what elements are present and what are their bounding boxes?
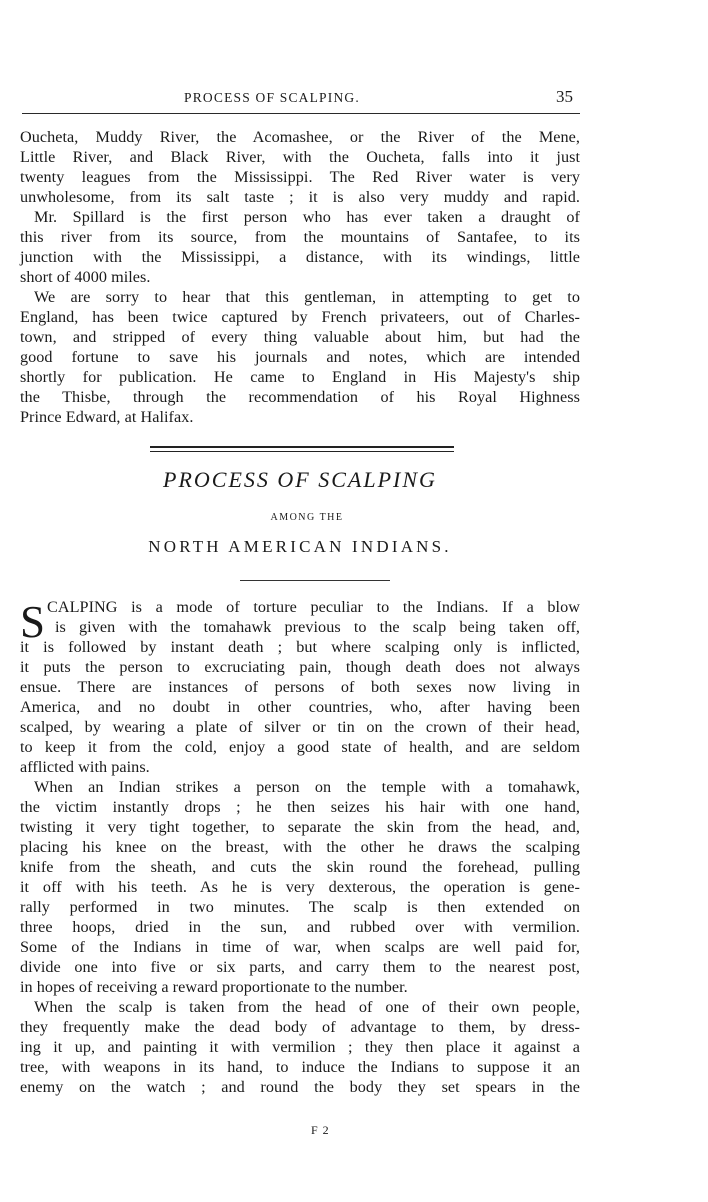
text-line: knife from the sheath, and cuts the skin round the forehead, pulling bbox=[20, 858, 580, 876]
text-line: Little River, and Black River, with the Oucheta, falls into it just bbox=[20, 148, 580, 166]
running-head bbox=[0, 87, 708, 110]
text-line: it is followed by instant death ; but where scalping only is inflicted, bbox=[20, 638, 580, 656]
text-line: town, and stripped of every thing valuable about him, but had the bbox=[20, 328, 580, 346]
title-rule bbox=[240, 580, 390, 581]
text-line: twenty leagues from the Mississippi. The Red River water is very bbox=[20, 168, 580, 186]
header-rule bbox=[22, 113, 580, 114]
article-subtitle: NORTH AMERICAN INDIANS. bbox=[148, 537, 452, 556]
drop-cap: S bbox=[20, 597, 46, 647]
text-line: is given with the tomahawk previous to the scalp being taken off, bbox=[55, 618, 580, 636]
section-divider bbox=[150, 446, 454, 448]
text-line: divide one into five or six parts, and carry them to the nearest post, bbox=[20, 958, 580, 976]
text-line: We are sorry to hear that this gentleman, in attempting to get to bbox=[34, 288, 580, 306]
text-line: the Thisbe, through the recommendation of his Royal Highness bbox=[20, 388, 580, 406]
text-line: three hoops, dried in the sun, and rubbed over with vermilion. bbox=[20, 918, 580, 936]
text-line: short of 4000 miles. bbox=[20, 268, 151, 286]
continued-text bbox=[20, 127, 580, 427]
text-line: Prince Edward, at Halifax. bbox=[20, 408, 194, 426]
text-line: ing it up, and painting it with vermilion ; they then place it against a bbox=[20, 1038, 580, 1056]
text-line: rally performed in two minutes. The scalp is then extended on bbox=[20, 898, 580, 916]
text-line: placing his knee on the breast, with the other he draws the scalping bbox=[20, 838, 580, 856]
article-title: PROCESS OF SCALPING bbox=[163, 467, 437, 492]
text-line: good fortune to save his journals and notes, which are intended bbox=[20, 348, 580, 366]
text-line: it off with his teeth. As he is very dexterous, the operation is gene- bbox=[20, 878, 580, 896]
page-number: 35 bbox=[556, 87, 573, 106]
text-line: When the scalp is taken from the head of one of their own people, bbox=[34, 998, 580, 1016]
article-among: AMONG THE bbox=[270, 512, 344, 523]
text-line: Mr. Spillard is the first person who has ever taken a draught of bbox=[34, 208, 580, 226]
text-line: America, and no doubt in other countries, who, after having been bbox=[20, 698, 580, 716]
text-line: junction with the Mississippi, a distance, with its windings, little bbox=[20, 248, 580, 266]
text-line: to keep it from the cold, enjoy a good state of health, and are seldom bbox=[20, 738, 580, 756]
running-title: PROCESS OF SCALPING. bbox=[184, 90, 360, 105]
text-line: shortly for publication. He came to England in His Majesty's ship bbox=[20, 368, 580, 386]
text-line: CALPING is a mode of torture peculiar to the Indians. If a blow bbox=[47, 598, 580, 616]
text-line: England, has been twice captured by French privateers, out of Charles- bbox=[20, 308, 580, 326]
text-line: in hopes of receiving a reward proportionate to the number. bbox=[20, 978, 408, 996]
text-line: Some of the Indians in time of war, when scalps are well paid for, bbox=[20, 938, 580, 956]
text-line: the victim instantly drops ; he then seizes his hair with one hand, bbox=[20, 798, 580, 816]
article-body bbox=[20, 597, 580, 1097]
text-line: it puts the person to excruciating pain, though death does not always bbox=[20, 658, 580, 676]
text-line: they frequently make the dead body of advantage to them, by dress- bbox=[20, 1018, 580, 1036]
text-line: ensue. There are instances of persons of both sexes now living in bbox=[20, 678, 580, 696]
text-line: When an Indian strikes a person on the temple with a tomahawk, bbox=[34, 778, 580, 796]
text-line: this river from its source, from the mountains of Santafee, to its bbox=[20, 228, 580, 246]
text-line: enemy on the watch ; and round the body they set spears in the bbox=[20, 1078, 580, 1096]
text-line: afflicted with pains. bbox=[20, 758, 150, 776]
text-line: scalped, by wearing a plate of silver or tin on the crown of their head, bbox=[20, 718, 580, 736]
text-line: Oucheta, Muddy River, the Acomashee, or the River of the Mene, bbox=[20, 128, 580, 146]
text-line: tree, with weapons in its hand, to induce the Indians to suppose it an bbox=[20, 1058, 580, 1076]
signature-mark: F 2 bbox=[311, 1123, 330, 1137]
text-line: unwholesome, from its salt taste ; it is also very muddy and rapid. bbox=[20, 188, 580, 206]
text-line: twisting it very tight together, to separate the skin from the head, and, bbox=[20, 818, 580, 836]
